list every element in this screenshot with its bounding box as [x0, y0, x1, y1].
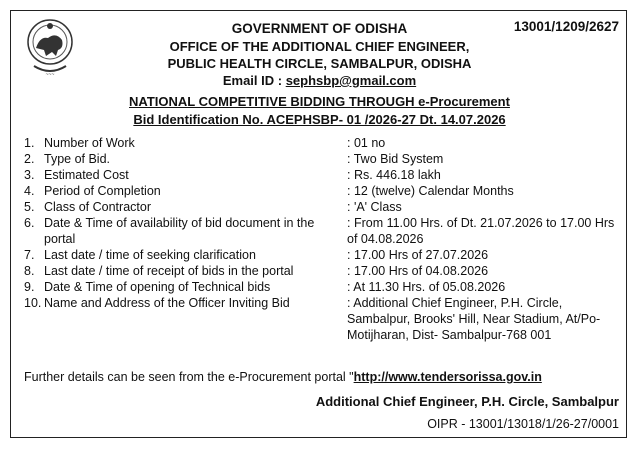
- svg-text:~~~: ~~~: [45, 72, 55, 78]
- item-number: 3.: [24, 168, 35, 182]
- item-label: Date & Time of opening of Technical bids: [44, 280, 271, 294]
- item-value: : From 11.00 Hrs. of Dt. 21.07.2026 to 17.00 Hrs of 04.08.2026: [347, 216, 615, 246]
- item-label: Last date / time of seeking clarification: [44, 248, 256, 262]
- further-details: [24, 370, 542, 384]
- item-value: : Rs. 446.18 lakh: [347, 168, 441, 182]
- item-label: Class of Contractor: [44, 200, 151, 214]
- list-item: [24, 167, 624, 183]
- item-number: 8.: [24, 264, 35, 278]
- oipr-number: OIPR - 13001/13018/1/26-27/0001: [427, 417, 619, 431]
- item-value: : Additional Chief Engineer, P.H. Circle, Sambalpur, Brooks' Hill, Near Stadium, At/Po- Motijharan, Dist- Sambalpur-768 001: [347, 296, 601, 342]
- list-item: [24, 151, 624, 167]
- header-government: GOVERNMENT OF ODISHA: [231, 21, 408, 36]
- portal-link[interactable]: http://www.tendersorissa.gov.in: [353, 370, 542, 384]
- item-number: 10.: [24, 296, 42, 310]
- list-item: [24, 263, 624, 279]
- item-value: : 01 no: [347, 136, 386, 150]
- list-item: [24, 215, 624, 247]
- item-value: : 17.00 Hrs of 04.08.2026: [347, 264, 489, 278]
- item-value: : 12 (twelve) Calendar Months: [347, 184, 514, 198]
- item-label: Type of Bid.: [44, 152, 111, 166]
- item-label: Name and Address of the Officer Inviting Bid: [44, 296, 290, 310]
- signatory: Additional Chief Engineer, P.H. Circle, Sambalpur: [315, 394, 619, 409]
- item-label: Estimated Cost: [44, 168, 129, 182]
- email-label: Email ID :: [222, 73, 286, 88]
- further-details-text: Further details can be seen from the e-Procurement portal ": [24, 370, 354, 384]
- list-item: [24, 279, 624, 295]
- notice-title: NATIONAL COMPETITIVE BIDDING THROUGH e-Procurement: [129, 94, 510, 109]
- bid-identification: Bid Identification No. ACEPHSBP- 01 /2026-27 Dt. 14.07.2026: [133, 112, 506, 127]
- item-number: 2.: [24, 152, 35, 166]
- list-item: [24, 199, 624, 215]
- list-item: [24, 183, 624, 199]
- item-number: 9.: [24, 280, 35, 294]
- item-number: 4.: [24, 184, 35, 198]
- item-label: Last date / time of receipt of bids in the portal: [44, 264, 294, 278]
- item-value: : 17.00 Hrs of 27.07.2026: [347, 248, 489, 262]
- header-email-line: [0, 73, 639, 88]
- item-number: 5.: [24, 200, 35, 214]
- item-value: : Two Bid System: [347, 152, 444, 166]
- email-link[interactable]: sephsbp@gmail.com: [285, 73, 417, 88]
- item-label: Date & Time of availability of bid document in the portal: [44, 216, 315, 246]
- reference-number: 13001/1209/2627: [513, 19, 619, 34]
- list-item: [24, 247, 624, 263]
- bid-details-list: [24, 135, 624, 343]
- item-label: Number of Work: [44, 136, 135, 150]
- list-item: [24, 135, 624, 151]
- item-value: : 'A' Class: [347, 200, 402, 214]
- item-number: 6.: [24, 216, 35, 230]
- list-item: [24, 295, 624, 343]
- item-label: Period of Completion: [44, 184, 161, 198]
- item-number: 7.: [24, 248, 35, 262]
- header-circle: PUBLIC HEALTH CIRCLE, SAMBALPUR, ODISHA: [167, 56, 472, 71]
- item-number: 1.: [24, 136, 35, 150]
- item-value: : At 11.30 Hrs. of 05.08.2026: [347, 280, 506, 294]
- header-office: OFFICE OF THE ADDITIONAL CHIEF ENGINEER,: [169, 39, 470, 54]
